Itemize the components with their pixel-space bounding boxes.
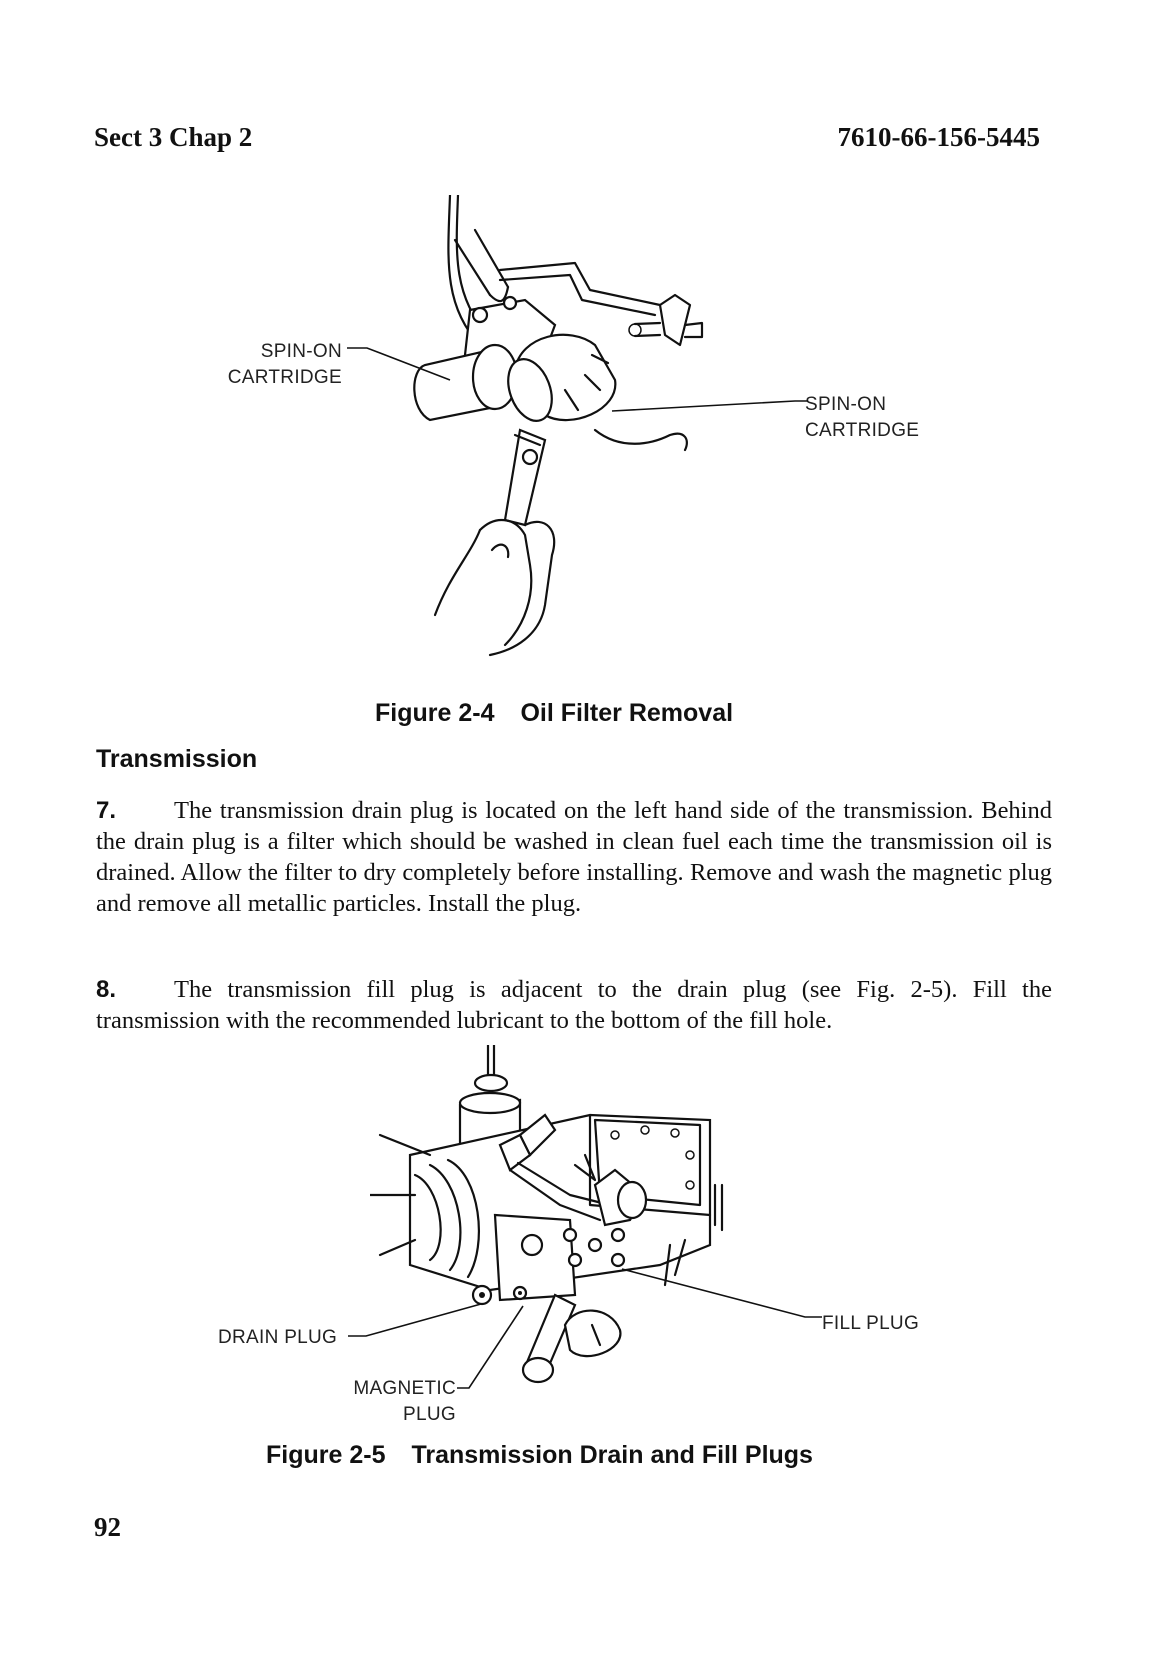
paragraph-8 <box>96 974 1052 1036</box>
callout-right-line1: SPIN-ON <box>805 394 887 415</box>
callout-spin-on-cartridge-right <box>805 392 919 444</box>
figure-2-4-title: Oil Filter Removal <box>520 699 734 727</box>
callout-magnetic-line1: MAGNETIC <box>353 1378 456 1399</box>
figure-2-5-number: Figure 2-5 <box>266 1441 386 1469</box>
paragraph-8-number: 8. <box>96 976 117 1003</box>
figure-2-5-title: Transmission Drain and Fill Plugs <box>411 1441 813 1469</box>
figure-2-5-caption <box>266 1441 813 1470</box>
section-title: Transmission <box>96 745 258 773</box>
figure-2-4-caption <box>375 699 733 728</box>
callout-leader-left <box>345 340 455 385</box>
callout-left-line2: CARTRIDGE <box>227 367 342 388</box>
paragraph-7-text: The transmission drain plug is located on the left hand side of the transmission. Behind the drain plug is a filter which should be washed in clean fuel each time the transmission oil is drained. Allow the filter to dry completely before installing. Remove and wash the magnetic plug and remove all metallic particles. Install the plug. <box>96 797 1052 917</box>
callout-left-line1: SPIN-ON <box>260 341 342 362</box>
callout-leader-magnetic <box>455 1300 530 1395</box>
page-number: 92 <box>94 1512 121 1542</box>
oil-filter-removal-illustration <box>330 195 770 685</box>
document-code-header: 7610-66-156-5445 <box>837 122 1040 152</box>
callout-fill-plug: FILL PLUG <box>822 1313 920 1334</box>
paragraph-8-text: The transmission fill plug is adjacent to the drain plug (see Fig. 2-5). Fill the transmission with the recommended lubricant to the bottom of the fill hole. <box>96 976 1052 1034</box>
callout-leader-right <box>610 395 810 415</box>
callout-drain-plug: DRAIN PLUG <box>218 1327 338 1348</box>
paragraph-7-number: 7. <box>96 797 117 824</box>
callout-right-line2: CARTRIDGE <box>805 420 920 441</box>
paragraph-7 <box>96 795 1052 919</box>
callout-magnetic-plug <box>340 1376 456 1428</box>
callout-magnetic-line2: PLUG <box>403 1404 456 1425</box>
figure-2-4-number: Figure 2-4 <box>375 699 495 727</box>
transmission-illustration <box>370 1045 770 1420</box>
section-chapter-header: Sect 3 Chap 2 <box>94 122 253 152</box>
callout-spin-on-cartridge-left <box>222 339 342 391</box>
callout-leader-fill <box>620 1265 825 1325</box>
